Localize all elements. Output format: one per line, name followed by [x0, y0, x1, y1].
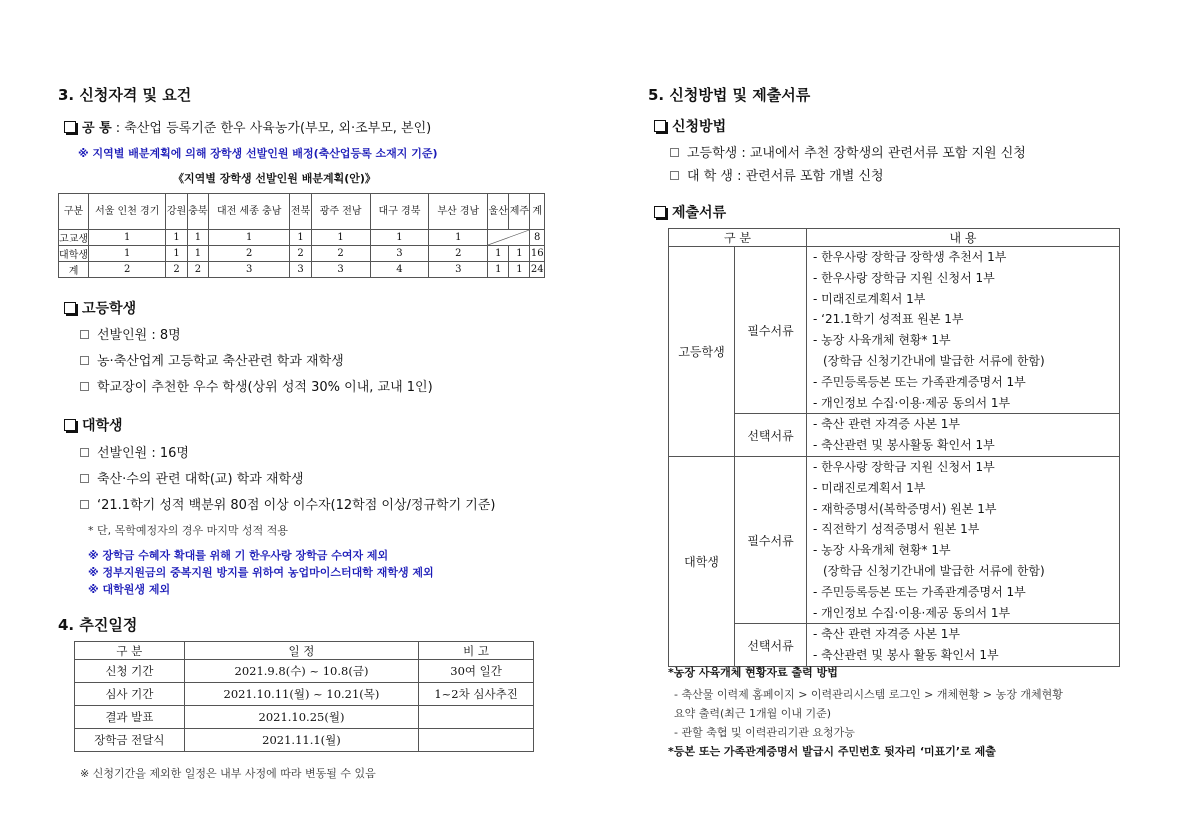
dist-cell: 3 [209, 262, 290, 278]
section-5-title: 5. 신청방법 및 제출서류 [648, 86, 811, 104]
schedule-header-cell: 구 분 [75, 642, 185, 660]
uni-optional-items [807, 624, 1120, 667]
dist-cell: 고교생 [59, 230, 89, 246]
footnote-line: 요약 출력(최근 1개월 이내 기준) [674, 707, 832, 720]
dist-header-cell: 구분 [59, 194, 89, 230]
bullet-square-icon [80, 474, 89, 483]
diagonal-empty-cell [488, 230, 530, 246]
list-item [670, 165, 884, 184]
bullet-square-icon [80, 330, 89, 339]
document-item: - 주민등록등본 또는 가족관계증명서 1부 [813, 374, 1026, 389]
dist-cell: 2 [429, 246, 488, 262]
hs-required-items [807, 247, 1120, 414]
university-title-text: 대학생 [82, 418, 123, 434]
checkbox-icon [64, 302, 76, 314]
documents-section-title [654, 202, 726, 222]
section-4-title: 4. 추진일정 [58, 616, 138, 634]
dist-cell: 8 [530, 230, 545, 246]
checkbox-icon [654, 206, 666, 218]
table-row [669, 456, 1120, 623]
dist-header-cell: 계 [530, 194, 545, 230]
bullet-square-icon [670, 148, 679, 157]
dist-cell: 1 [187, 246, 208, 262]
footnote-title: *등본 또는 가족관계증명서 발급시 주민번호 뒷자리 ‘미표기’로 제출 [668, 745, 996, 758]
hs-optional-items [807, 414, 1120, 457]
dist-cell: 계 [59, 262, 89, 278]
document-item: - 미래진로계획서 1부 [813, 480, 926, 495]
schedule-cell: 2021.9.8(수) ~ 10.8(금) [184, 660, 418, 683]
dist-header-cell: 부산 경남 [429, 194, 488, 230]
schedule-header-cell: 비 고 [419, 642, 534, 660]
document-item: - 재학증명서(복학증명서) 원본 1부 [813, 501, 997, 516]
dist-cell: 1 [166, 246, 187, 262]
dist-cell: 1 [209, 230, 290, 246]
dist-header-cell: 충북 [187, 194, 208, 230]
method-title-text: 신청방법 [672, 119, 727, 135]
document-item: - ‘21.1학기 성적표 원본 1부 [813, 312, 964, 327]
footnote-line: - 축산물 이력제 홈페이지 > 이력관리시스템 로그인 > 개체현황 > 농장 개체현황 [674, 688, 1063, 701]
list-item [80, 494, 495, 513]
common-text: : 축산업 등록기준 한우 사육농가(부모, 외·조부모, 본인) [115, 121, 432, 136]
distribution-header-row [59, 194, 545, 230]
university-footnote: * 단, 목학예정자의 경우 마지막 성적 적용 [88, 524, 288, 537]
documents-header-cell: 구 분 [669, 229, 807, 247]
dist-cell: 1 [311, 230, 370, 246]
document-item: - 축산관련 및 봉사활동 확인서 1부 [813, 438, 995, 453]
optional-label: 선택서류 [735, 624, 807, 667]
distribution-table-title: 《지역별 장학생 선발인원 배분계획(안)》 [173, 172, 376, 185]
footnote-title: *농장 사육개체 현황자료 출력 방법 [668, 666, 838, 679]
footnote-line: - 관할 축협 및 이력관리기관 요청가능 [674, 726, 855, 739]
bullet-square-icon [80, 356, 89, 365]
schedule-header-cell: 일 정 [184, 642, 418, 660]
documents-header-row [669, 229, 1120, 247]
university-note: ※ 대학원생 제외 [88, 583, 171, 596]
distribution-table [58, 193, 545, 278]
table-row [669, 247, 1120, 414]
dist-header-cell: 강원 [166, 194, 187, 230]
dist-header-cell: 전북 [290, 194, 311, 230]
schedule-cell: 장학금 전달식 [75, 729, 185, 752]
high-school-section-title [64, 298, 136, 318]
list-item-text: 농·축산업계 고등학교 축산관련 학과 재학생 [97, 354, 344, 369]
schedule-cell: 30여 일간 [419, 660, 534, 683]
dist-cell: 2 [166, 262, 187, 278]
list-item [80, 376, 433, 395]
dist-cell: 2 [311, 246, 370, 262]
dist-cell: 1 [509, 262, 530, 278]
dist-cell: 2 [89, 262, 166, 278]
dist-cell: 16 [530, 246, 545, 262]
high-school-title-text: 고등학생 [82, 301, 137, 317]
schedule-cell: 심사 기간 [75, 683, 185, 706]
dist-header-cell: 대전 세종 충남 [209, 194, 290, 230]
dist-cell: 1 [509, 246, 530, 262]
list-item-text: 축산·수의 관련 대학(교) 학과 재학생 [97, 472, 304, 487]
schedule-cell: 신청 기간 [75, 660, 185, 683]
bullet-square-icon [80, 382, 89, 391]
table-row [669, 624, 1120, 667]
schedule-cell: 2021.11.1(월) [184, 729, 418, 752]
dist-cell: 3 [290, 262, 311, 278]
schedule-header-row [75, 642, 534, 660]
document-item: - 한우사랑 장학금 지원 신청서 1부 [813, 270, 995, 285]
checkbox-icon [64, 121, 76, 133]
schedule-cell: 2021.10.11(월) ~ 10.21(목) [184, 683, 418, 706]
table-row [669, 414, 1120, 457]
list-item-text: 고등학생 : 교내에서 추천 장학생의 관련서류 포함 지원 신청 [687, 146, 1026, 161]
dist-cell: 3 [429, 262, 488, 278]
document-item: (장학금 신청기간내에 발급한 서류에 한함) [823, 353, 1045, 368]
section-3-title: 3. 신청자격 및 요건 [58, 86, 192, 104]
document-item: - 주민등록등본 또는 가족관계증명서 1부 [813, 584, 1026, 599]
uni-required-items [807, 456, 1120, 623]
document-item: - 축산 관련 자격증 사본 1부 [813, 627, 960, 642]
document-item: (장학금 신청기간내에 발급한 서류에 한함) [823, 563, 1045, 578]
bullet-square-icon [670, 171, 679, 180]
table-row [75, 660, 534, 683]
list-item [80, 468, 304, 487]
group-label-high-school: 고등학생 [669, 247, 735, 457]
schedule-cell: 2021.10.25(월) [184, 706, 418, 729]
dist-cell: 24 [530, 262, 545, 278]
required-label: 필수서류 [735, 247, 807, 414]
checkbox-icon [654, 120, 666, 132]
schedule-cell [419, 706, 534, 729]
required-label: 필수서류 [735, 456, 807, 623]
document-item: - 농장 사육개체 현황* 1부 [813, 333, 951, 348]
documents-table [668, 228, 1120, 667]
method-section-title [654, 116, 726, 136]
dist-cell: 3 [311, 262, 370, 278]
table-row [59, 246, 545, 262]
dist-cell: 2 [290, 246, 311, 262]
document-item: - 농장 사육개체 현황* 1부 [813, 543, 951, 558]
optional-label: 선택서류 [735, 414, 807, 457]
document-item: - 개인정보 수집·이용·제공 동의서 1부 [813, 395, 1011, 410]
dist-cell: 1 [89, 246, 166, 262]
bullet-square-icon [80, 500, 89, 509]
document-item: - 직전학기 성적증명서 원본 1부 [813, 522, 980, 537]
document-item: - 한우사랑 장학금 지원 신청서 1부 [813, 459, 995, 474]
dist-header-cell: 울산 [488, 194, 509, 230]
document-item: - 개인정보 수집·이용·제공 동의서 1부 [813, 605, 1011, 620]
dist-header-cell: 대구 경북 [370, 194, 429, 230]
university-note: ※ 정부지원금의 중복지원 방지를 위하여 농업마이스터대학 재학생 제외 [88, 566, 434, 579]
table-row [75, 706, 534, 729]
list-item-text: 선발인원 : 16명 [97, 446, 189, 461]
dist-cell: 1 [166, 230, 187, 246]
allocation-note: ※ 지역별 배분계획에 의해 장학생 선발인원 배정(축산업등록 소재지 기준) [78, 147, 438, 160]
dist-cell: 1 [89, 230, 166, 246]
list-item [80, 324, 181, 343]
common-label: 공 통 [82, 121, 112, 136]
schedule-cell: 결과 발표 [75, 706, 185, 729]
bullet-square-icon [80, 448, 89, 457]
documents-title-text: 제출서류 [672, 205, 727, 221]
document-item: - 미래진로계획서 1부 [813, 291, 926, 306]
dist-header-cell: 서울 인천 경기 [89, 194, 166, 230]
list-item [80, 350, 344, 369]
dist-header-cell: 광주 전남 [311, 194, 370, 230]
dist-cell: 1 [488, 262, 509, 278]
dist-cell: 4 [370, 262, 429, 278]
table-row [59, 262, 545, 278]
common-requirement [64, 117, 431, 136]
table-row [59, 230, 545, 246]
dist-cell: 1 [370, 230, 429, 246]
university-section-title [64, 415, 123, 435]
list-item-text: 대 학 생 : 관련서류 포함 개별 신청 [687, 169, 884, 184]
list-item-text: 선발인원 : 8명 [97, 328, 181, 343]
list-item-text: 학교장이 추천한 우수 학생(상위 성적 30% 이내, 교내 1인) [97, 380, 433, 395]
schedule-note: ※ 신청기간을 제외한 일정은 내부 사정에 따라 변동될 수 있음 [80, 767, 376, 780]
document-item: - 축산 관련 자격증 사본 1부 [813, 417, 960, 432]
document-item: - 한우사랑 장학금 장학생 추천서 1부 [813, 250, 1007, 264]
list-item [80, 442, 189, 461]
document-item: - 축산관련 및 봉사 활동 확인서 1부 [813, 648, 999, 663]
university-note: ※ 장학금 수혜자 확대를 위해 기 한우사랑 장학금 수여자 제외 [88, 549, 389, 562]
dist-cell: 1 [488, 246, 509, 262]
group-label-university: 대학생 [669, 456, 735, 666]
documents-header-cell: 내 용 [807, 229, 1120, 247]
dist-cell: 대학생 [59, 246, 89, 262]
dist-cell: 1 [187, 230, 208, 246]
dist-cell: 1 [290, 230, 311, 246]
dist-cell: 2 [209, 246, 290, 262]
table-row [75, 683, 534, 706]
table-row [75, 729, 534, 752]
dist-cell: 1 [429, 230, 488, 246]
dist-header-cell: 제주 [509, 194, 530, 230]
dist-cell: 3 [370, 246, 429, 262]
schedule-cell: 1~2차 심사추진 [419, 683, 534, 706]
schedule-cell [419, 729, 534, 752]
checkbox-icon [64, 419, 76, 431]
list-item [670, 142, 1026, 161]
dist-cell: 2 [187, 262, 208, 278]
list-item-text: ‘21.1학기 성적 백분위 80점 이상 이수자(12학점 이상/정규학기 기준) [97, 498, 496, 513]
schedule-table [74, 641, 534, 752]
